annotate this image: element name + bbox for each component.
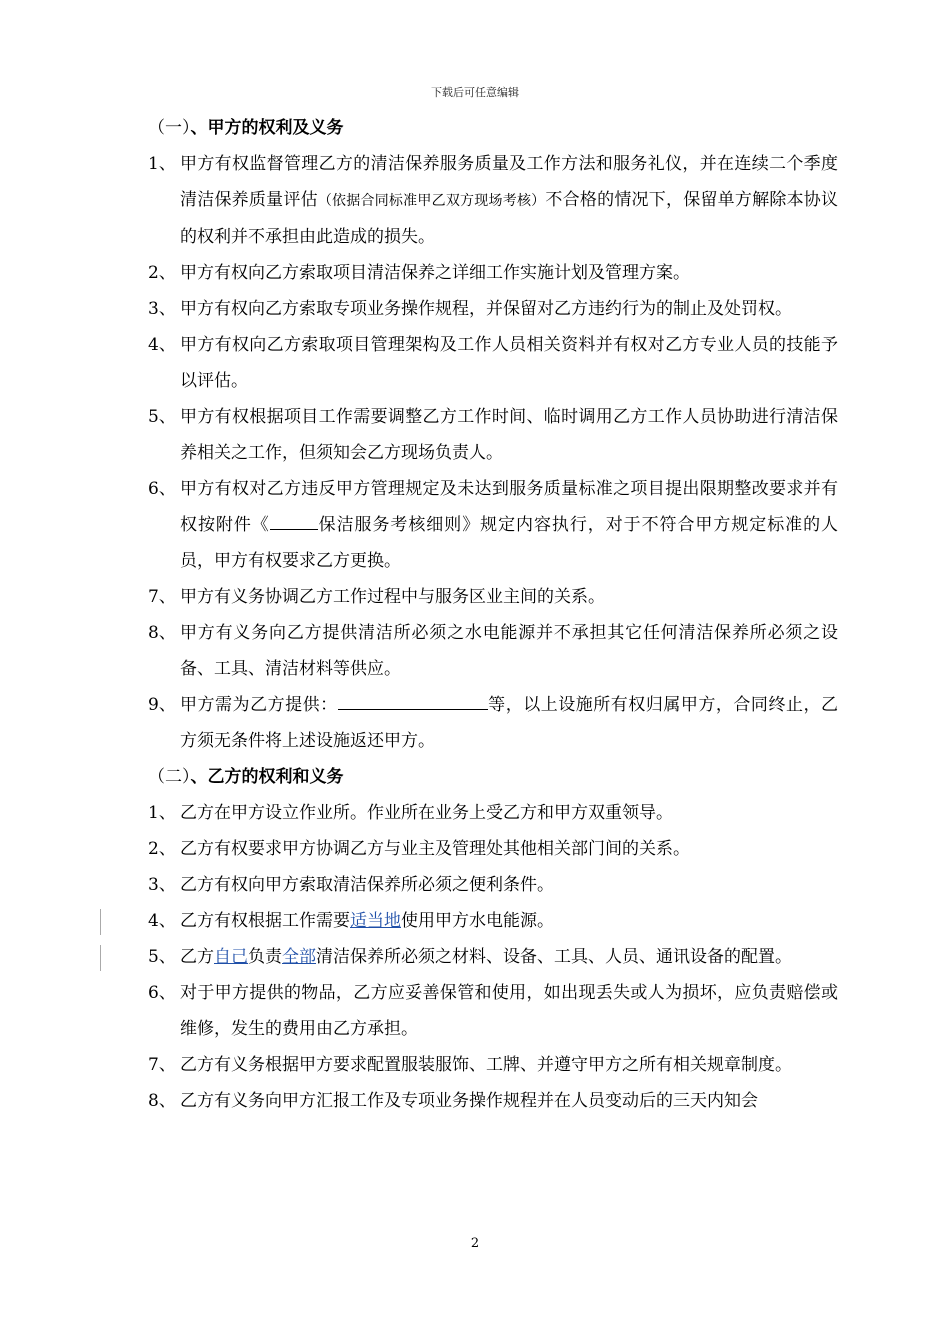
item-number: 3、 <box>148 299 176 319</box>
item-number: 4、 <box>148 335 176 355</box>
section-number: （一） <box>148 118 191 138</box>
item-number: 1、 <box>148 803 176 823</box>
revision-bar <box>100 909 101 935</box>
item-number: 6、 <box>148 479 176 499</box>
page-header: 下载后可任意编辑 <box>431 86 519 99</box>
list-item <box>148 579 838 615</box>
item-number: 7、 <box>148 587 176 607</box>
item-text-cont: 清洁保养所必须之材料、设备、工具、人员、通讯设备的配置。 <box>316 947 792 967</box>
item-text: 甲方有义务向乙方提供清洁所必须之水电能源并不承担其它任何清洁保养所必须之设备、工具、清洁材料等供应。 <box>180 623 838 679</box>
tracked-insertion[interactable]: 全部 <box>282 947 316 967</box>
item-text: 甲方有权向乙方索取项目清洁保养之详细工作实施计划及管理方案。 <box>180 263 690 283</box>
list-item <box>148 903 838 939</box>
list-item <box>148 399 838 471</box>
list-item <box>148 327 838 399</box>
list-item <box>148 255 838 291</box>
list-item <box>148 1083 838 1119</box>
item-text: 甲方有义务协调乙方工作过程中与服务区业主间的关系。 <box>180 587 605 607</box>
section-title: 、甲方的权利及义务 <box>190 118 344 138</box>
list-item <box>148 146 838 255</box>
item-text: 乙方 <box>180 947 214 967</box>
document-body <box>148 110 838 1119</box>
list-item <box>148 939 838 975</box>
item-number: 2、 <box>148 263 176 283</box>
item-text-cont: 使用甲方水电能源。 <box>401 911 554 931</box>
item-text: 乙方在甲方设立作业所。作业所在业务上受乙方和甲方双重领导。 <box>180 803 673 823</box>
list-item <box>148 615 838 687</box>
section-number: （二） <box>148 767 191 787</box>
section-title: 、乙方的权利和义务 <box>190 767 344 787</box>
item-text: 甲方有权监督管理乙方的清洁保养服务质量及工作方法和服务礼仪，并在连续二个季度清洁保养质量评估 <box>180 154 838 210</box>
item-number: 4、 <box>148 911 176 931</box>
item-text: 乙方有权向甲方索取清洁保养所必须之便利条件。 <box>180 875 554 895</box>
fill-in-blank[interactable] <box>338 695 488 710</box>
list-item <box>148 1047 838 1083</box>
item-text: 甲方有权根据项目工作需要调整乙方工作时间、临时调用乙方工作人员协助进行清洁保养相关之工作，但须知会乙方现场负责人。 <box>180 407 838 463</box>
item-number: 8、 <box>148 1091 176 1111</box>
item-text: 乙方有权根据工作需要 <box>180 911 350 931</box>
item-note: （依据合同标准甲乙双方现场考核） <box>317 193 546 209</box>
tracked-insertion[interactable]: 自己 <box>214 947 248 967</box>
item-number: 8、 <box>148 623 176 643</box>
item-text: 甲方有权向乙方索取专项业务操作规程，并保留对乙方违约行为的制止及处罚权。 <box>180 299 792 319</box>
item-text: 甲方有权对乙方违反甲方管理规定及未达到服务质量标准之项目提出限期整改要求并有权按附件《 <box>180 479 838 535</box>
section-heading-party-a <box>148 110 838 146</box>
item-number: 3、 <box>148 875 176 895</box>
item-text: 甲方需为乙方提供： <box>180 695 338 715</box>
list-item <box>148 471 838 579</box>
item-text-cont: 负责 <box>248 947 282 967</box>
item-text: 甲方有权向乙方索取项目管理架构及工作人员相关资料并有权对乙方专业人员的技能予以评估。 <box>180 335 838 391</box>
item-text: 乙方有义务根据甲方要求配置服装服饰、工牌、并遵守甲方之所有相关规章制度。 <box>180 1055 792 1075</box>
item-number: 7、 <box>148 1055 176 1075</box>
item-text: 乙方有义务向甲方汇报工作及专项业务操作规程并在人员变动后的三天内知会 <box>180 1091 758 1111</box>
item-number: 5、 <box>148 407 176 427</box>
item-number: 5、 <box>148 947 176 967</box>
item-text-cont: 保洁服务考核细则》规定内容执行，对于不符合甲方规定标准的人员，甲方有权要求乙方更换。 <box>180 515 839 571</box>
tracked-insertion[interactable]: 适当地 <box>350 911 401 931</box>
item-number: 1、 <box>148 154 176 174</box>
item-number: 6、 <box>148 983 176 1003</box>
list-item <box>148 795 838 831</box>
item-number: 2、 <box>148 839 176 859</box>
section-heading-party-b <box>148 759 838 795</box>
item-text-cont: 等，以上设施所有权归属甲方，合同终止，乙方须无条件将上述设施返还甲方。 <box>180 695 839 751</box>
revision-bar <box>100 945 101 971</box>
item-text: 对于甲方提供的物品，乙方应妥善保管和使用，如出现丢失或人为损坏，应负责赔偿或维修，发生的费用由乙方承担。 <box>180 983 838 1039</box>
item-text: 乙方有权要求甲方协调乙方与业主及管理处其他相关部门间的关系。 <box>180 839 690 859</box>
fill-in-blank[interactable] <box>270 515 318 530</box>
list-item <box>148 291 838 327</box>
item-text-cont: 不合格的情况下，保留单方解除本协议的权利并不承担由此造成的损失。 <box>180 190 839 247</box>
page-number: 2 <box>470 1236 480 1251</box>
list-item <box>148 687 838 759</box>
list-item <box>148 831 838 867</box>
list-item <box>148 867 838 903</box>
list-item <box>148 975 838 1047</box>
item-number: 9、 <box>148 695 176 715</box>
